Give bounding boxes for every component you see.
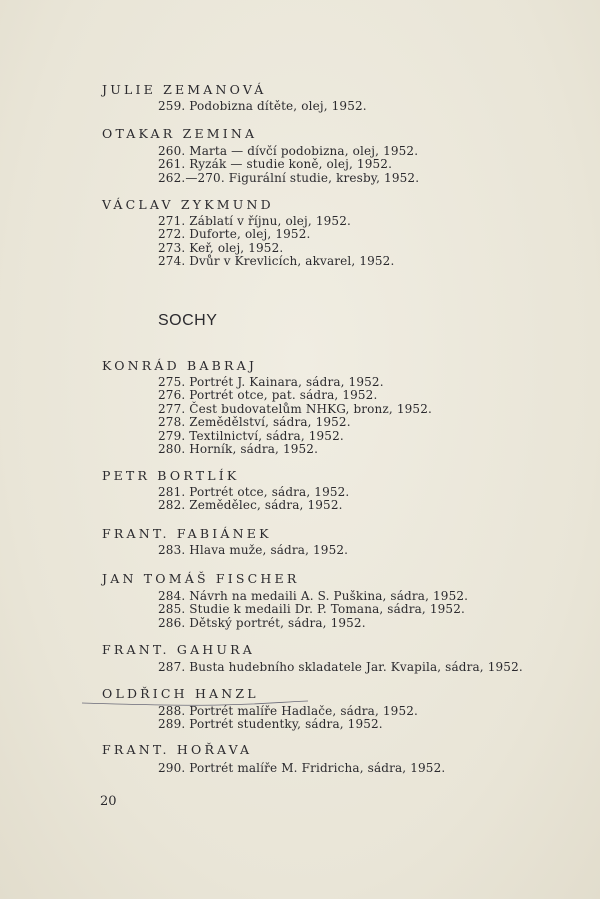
artist-name: OTAKAR ZEMINA bbox=[102, 126, 258, 141]
catalog-entry: 280. Horník, sádra, 1952. bbox=[158, 442, 319, 457]
catalog-entry: 277. Čest budovatelům NHKG, bronz, 1952. bbox=[158, 401, 432, 416]
catalog-entry: 273. Keř, olej, 1952. bbox=[158, 240, 284, 255]
entry-list bbox=[158, 215, 394, 269]
entry-list bbox=[158, 661, 523, 674]
catalog-entry: 282. Zemědělec, sádra, 1952. bbox=[158, 498, 343, 513]
catalog-entry: 287. Busta hudebního skladatele Jar. Kvapila, sádra, 1952. bbox=[158, 660, 523, 674]
artist-name: FRANT. GAHURA bbox=[102, 642, 255, 657]
catalog-entry: 289. Portrét studentky, sádra, 1952. bbox=[158, 717, 383, 732]
catalog-entry: 274. Dvůr v Krevlicích, akvarel, 1952. bbox=[158, 254, 395, 269]
catalog-entry: 259. Podobizna dítěte, olej, 1952. bbox=[158, 99, 367, 113]
catalog-entry: 276. Portrét otce, pat. sádra, 1952. bbox=[158, 388, 378, 403]
entry-list bbox=[158, 544, 348, 557]
catalog-entry: 278. Zemědělství, sádra, 1952. bbox=[158, 415, 351, 430]
catalog-entry: 261. Ryzák — studie koně, olej, 1952. bbox=[158, 157, 393, 172]
catalog-entry: 285. Studie k medaili Dr. P. Tomana, sádra, 1952. bbox=[158, 602, 465, 617]
entry-list bbox=[158, 705, 418, 732]
artist-name: FRANT. HOŘAVA bbox=[102, 742, 253, 757]
catalog-entry: 279. Textilnictví, sádra, 1952. bbox=[158, 428, 344, 443]
artist-name: PETR BORTLÍK bbox=[102, 468, 240, 483]
artist-name: JULIE ZEMANOVÁ bbox=[102, 82, 267, 97]
entry-list bbox=[158, 100, 367, 113]
catalog-entry: 272. Duforte, olej, 1952. bbox=[158, 227, 311, 242]
entry-list bbox=[158, 376, 432, 456]
catalog-entry: 283. Hlava muže, sádra, 1952. bbox=[158, 543, 349, 557]
artist-name: KONRÁD BABRAJ bbox=[102, 358, 258, 373]
artist-name: OLDŘICH HANZL bbox=[102, 686, 259, 701]
catalog-entry: 284. Návrh na medaili A. S. Puškina, sádra, 1952. bbox=[158, 589, 469, 603]
artist-name: FRANT. FABIÁNEK bbox=[102, 526, 272, 541]
catalog-entry: 262.—270. Figurální studie, kresby, 1952. bbox=[158, 170, 420, 185]
artist-name: VÁCLAV ZYKMUND bbox=[102, 197, 274, 212]
entry-list bbox=[158, 145, 419, 185]
entry-list bbox=[158, 590, 468, 630]
catalog-entry: 281. Portrét otce, sádra, 1952. bbox=[158, 485, 350, 499]
page-number: 20 bbox=[100, 794, 117, 809]
section-title: SOCHY bbox=[158, 312, 218, 329]
catalog-entry: 271. Záblatí v říjnu, olej, 1952. bbox=[158, 214, 351, 228]
entry-list bbox=[158, 762, 445, 775]
catalog-entry: 290. Portrét malíře M. Fridricha, sádra, 1952. bbox=[158, 761, 446, 775]
catalog-entry: 260. Marta — dívčí podobizna, olej, 1952. bbox=[158, 144, 419, 158]
entry-list bbox=[158, 486, 349, 513]
catalog-entry: 286. Dětský portrét, sádra, 1952. bbox=[158, 615, 366, 630]
catalog-entry: 288. Portrét malíře Hadlače, sádra, 1952. bbox=[158, 704, 419, 718]
artist-name: JAN TOMÁŠ FISCHER bbox=[102, 571, 300, 586]
catalog-entry: 275. Portrét J. Kainara, sádra, 1952. bbox=[158, 375, 384, 389]
